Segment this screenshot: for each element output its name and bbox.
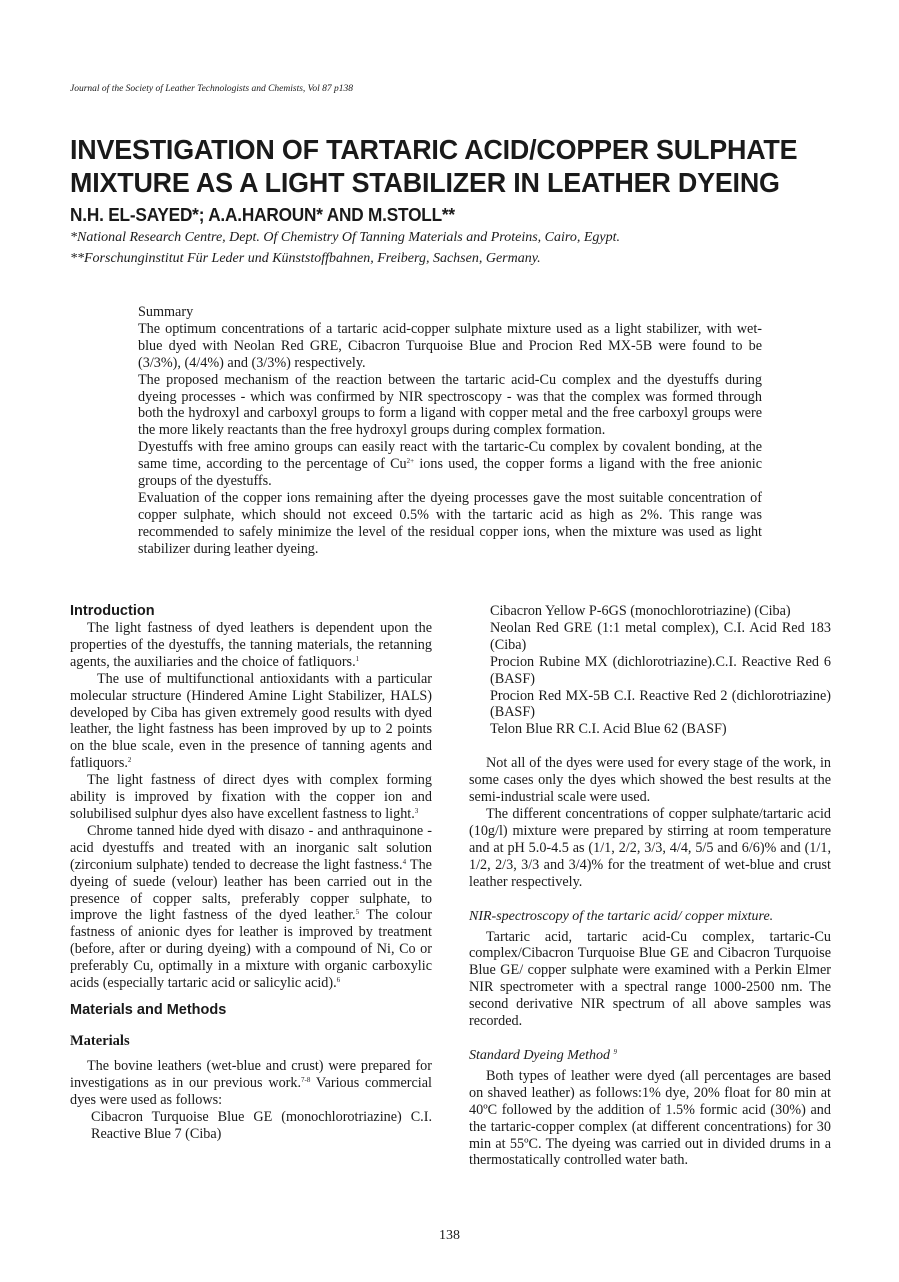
dye-item: Procion Red MX-5B C.I. Reactive Red 2 (dichlorotriazine) (BASF) [490, 687, 831, 721]
summary-paragraph: The proposed mechanism of the reaction between the tartaric acid-Cu complex and the dyestuffs during dyeing processes - which was confirmed by NIR spectroscopy - was that the complex was formed through both the hydroxyl and carboxyl groups to form a ligand with copper metal and the free carboxyl groups were the more likely reactants than the free hydroxyl groups during complex formation. [138, 371, 762, 439]
reference-marker: 1 [355, 654, 360, 663]
right-column [469, 603, 831, 1169]
reference-marker: 4 [402, 857, 407, 866]
article-title [70, 133, 838, 199]
text: Standard Dyeing Method [469, 1047, 611, 1063]
reference-marker: 2 [127, 756, 132, 765]
superscript: 2+ [406, 457, 415, 466]
title-line-2: MIXTURE AS A LIGHT STABILIZER IN LEATHER DYEING [70, 167, 780, 198]
text: The colour fastness of anionic dyes for leather is improved by treatment (before, after or during dyeing) with a compound of Ni, Co or preferably Cu, optimally in a mixture with organic carboxylic acids (especially tartaric acid or salicylic acid). [70, 907, 433, 992]
intro-paragraph [70, 823, 432, 992]
dye-item: Neolan Red GRE (1:1 metal complex), C.I. Acid Red 183 (Ciba) [490, 619, 831, 653]
dye-item: Cibacron Turquoise Blue GE (monochlorotriazine) C.I. Reactive Blue 7 (Ciba) [91, 1108, 432, 1142]
section-heading-materials-methods: Materials and Methods [70, 1001, 227, 1018]
text: The bovine leathers (wet-blue and crust) were prepared for investigations as in our previous work. [70, 1057, 432, 1091]
text: The light fastness of direct dyes with complex forming ability is improved by fixation with the copper ion and solubilised sulphur dyes also have excellent fastness to light. [70, 772, 432, 822]
intro-paragraph [70, 671, 432, 772]
summary-paragraph [138, 439, 762, 490]
subsection-heading-materials: Materials [70, 1032, 130, 1049]
text: Chrome tanned hide dyed with disazo - and anthraquinone - acid dyestuffs and treated with an inorganic salt solution (zirconium sulphate) tended to decrease the light fastness. [70, 822, 432, 873]
text: The dyeing of suede (velour) leather has been carried out in the presence of copper salts, preferably copper sulphate, to improve the light fastness of the dyed leather. [70, 856, 432, 924]
summary-text: ions used, the copper forms a ligand with the free anionic groups of the dyestuffs. [138, 456, 762, 490]
subsection-heading-nir: NIR-spectroscopy of the tartaric acid/ copper mixture. [469, 908, 774, 924]
methods-paragraph: Not all of the dyes were used for every stage of the work, in some cases only the dyes which showed the best results at the semi-industrial scale were used. [469, 755, 831, 806]
dye-list [70, 1109, 432, 1143]
text: Various commercial dyes were used as follows: [70, 1074, 432, 1108]
dyeing-paragraph: Both types of leather were dyed (all percentages are based on shaved leather) as follows:1% dye, 20% float for 80 min at 40ºC followed by the addition of 1.5% formic acid (30%) and the tartaric-copper complex (at different concentrations) for 30 min at 55ºC. The dyeing was carried out in divided drums in a thermostatically controlled water bath. [469, 1067, 831, 1169]
affiliation-2: **Forschunginstitut Für Leder und Künststoffbahnen, Freiberg, Sachsen, Germany. [70, 251, 541, 266]
left-column [70, 603, 432, 1142]
summary-heading: Summary [138, 304, 194, 320]
methods-paragraph: The different concentrations of copper sulphate/tartaric acid (10g/l) mixture were prepared by stirring at room temperature and at pH 5.0-4.5 as (1/1, 2/2, 3/3, 4/4, 5/5 and 6/6)% and (1/1, 1/2, 2/3, 3/3 and 3/4)% for the treatment of wet-blue and crust leather respectively. [469, 805, 831, 890]
reference-marker: 9 [613, 1047, 618, 1056]
nir-paragraph: Tartaric acid, tartaric acid-Cu complex, tartaric-Cu complex/Cibacron Turquoise Blue GE and Cibacron Turquoise Blue GE/ copper sulphate were examined with a Perkin Elmer NIR spectrometer with a spectral range 1000-2500 nm. The second derivative NIR spectrum of all above samples was recorded. [469, 928, 831, 1030]
subsection-heading-dyeing [469, 1047, 831, 1064]
intro-paragraph [70, 620, 432, 671]
intro-paragraph [70, 772, 432, 823]
reference-marker: 6 [336, 976, 341, 985]
text: The use of multifunctional antioxidants with a particular molecular structure (Hindered Amine Light Stabilizer, HALS) developed by Ciba has given extremely good results with dyed leather, the light fastness has been improved by up to 2 points on the blue scale, even in the presence of tanning agents and fatliquors. [70, 670, 432, 772]
summary-paragraph: Evaluation of the copper ions remaining after the dyeing processes gave the most suitable concentration of copper sulphate, which should not exceed 0.5% with the tartaric acid as high as 2%. This range was recommended to safely minimize the level of the residual copper ions, when the mixture was used as light stabilizer during leather dyeing. [138, 489, 762, 557]
summary-text: Dyestuffs with free amino groups can easily react with the tartaric-Cu complex by covalent bonding, at the same time, according to the percentage of Cu [138, 439, 762, 473]
materials-paragraph [70, 1058, 432, 1109]
authors: N.H. EL-SAYED*; A.A.HAROUN* AND M.STOLL** [70, 204, 455, 225]
section-heading-introduction: Introduction [70, 603, 155, 619]
reference-marker: 7-8 [301, 1075, 311, 1084]
dye-list-continued [469, 603, 831, 738]
text: The light fastness of dyed leathers is dependent upon the properties of the dyestuffs, the tanning materials, the retanning agents, the auxiliaries and the choice of fatliquors. [70, 620, 432, 670]
page-number: 138 [439, 1228, 460, 1243]
dye-item: Procion Rubine MX (dichlorotriazine).C.I. Reactive Red 6 (BASF) [490, 653, 831, 687]
affiliation-1: *National Research Centre, Dept. Of Chemistry Of Tanning Materials and Proteins, Cairo, Egypt. [70, 230, 620, 245]
title-line-1: INVESTIGATION OF TARTARIC ACID/COPPER SULPHATE [70, 134, 798, 165]
dye-item: Telon Blue RR C.I. Acid Blue 62 (BASF) [490, 721, 727, 738]
reference-marker: 3 [414, 806, 419, 815]
journal-reference: Journal of the Society of Leather Technologists and Chemists, Vol 87 p138 [70, 84, 354, 94]
summary-block [138, 304, 762, 558]
dye-item: Cibacron Yellow P-6GS (monochlorotriazine) (Ciba) [490, 603, 791, 619]
reference-marker: 5 [355, 908, 360, 917]
summary-paragraph: The optimum concentrations of a tartaric acid-copper sulphate mixture used as a light stabilizer, with wet-blue dyed with Neolan Red GRE, Cibacron Turquoise Blue and Procion Red MX-5B were found to be (3/3%), (4/4%) and (3/3%) respectively. [138, 320, 762, 371]
